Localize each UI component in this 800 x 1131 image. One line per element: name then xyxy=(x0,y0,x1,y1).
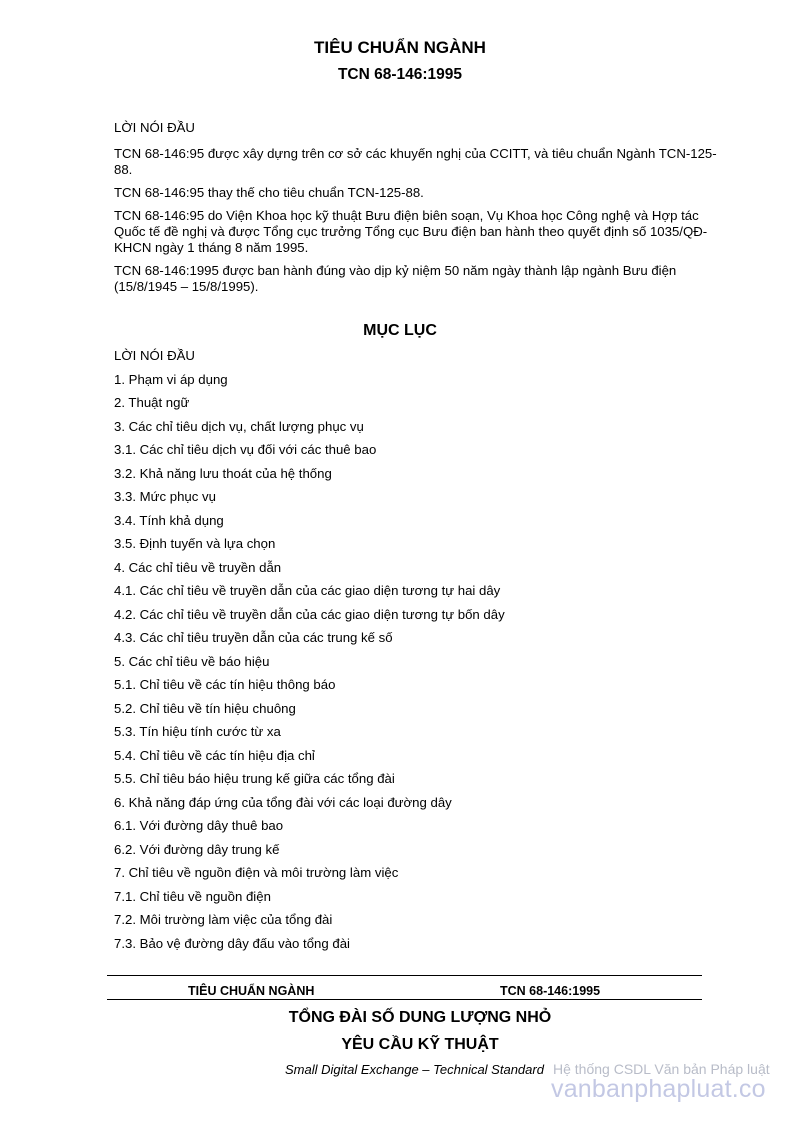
toc-title: MỤC LỤC xyxy=(363,322,437,339)
toc-item[interactable]: LỜI NÓI ĐẦU xyxy=(114,348,195,363)
toc-item[interactable]: 3.2. Khả năng lưu thoát của hệ thống xyxy=(114,465,332,481)
standard-code: TCN 68-146:1995 xyxy=(337,66,463,83)
preface-paragraph: TCN 68-146:95 được xây dựng trên cơ sở các khuyến nghị của CCITT, và tiêu chuẩn Ngành TCN-125-88. xyxy=(114,146,717,177)
toc-item[interactable]: 5.1. Chỉ tiêu về các tín hiệu thông báo xyxy=(114,677,336,692)
toc-item[interactable]: 7.2. Môi trường làm việc của tổng đài xyxy=(114,912,333,927)
toc-item[interactable]: 2. Thuật ngữ xyxy=(114,395,190,410)
toc-item[interactable]: 3. Các chỉ tiêu dịch vụ, chất lượng phục vụ xyxy=(114,418,364,434)
toc-item[interactable]: 3.1. Các chỉ tiêu dịch vụ đối với các thuê bao xyxy=(114,442,377,457)
toc-item[interactable]: 7.3. Bảo vệ đường dây đấu vào tổng đài xyxy=(114,935,350,951)
toc-item[interactable]: 4. Các chỉ tiêu về truyền dẫn xyxy=(114,559,282,575)
toc-item[interactable]: 7.1. Chỉ tiêu về nguồn điện xyxy=(114,888,271,904)
toc-item[interactable]: 4.1. Các chỉ tiêu về truyền dẫn của các giao diện tương tự hai dây xyxy=(114,583,501,598)
table-of-contents xyxy=(114,348,714,959)
watermark-tagline: Hệ thống CSDL Văn bản Pháp luật xyxy=(553,1061,770,1077)
toc-item[interactable]: 5.4. Chỉ tiêu về các tín hiệu địa chỉ xyxy=(114,747,315,763)
divider-bottom xyxy=(107,999,702,1000)
document-subtitle: YÊU CẦU KỸ THUẬT xyxy=(341,1036,499,1053)
toc-item[interactable]: 7. Chỉ tiêu về nguồn điện và môi trường làm việc xyxy=(114,865,399,880)
toc-item[interactable]: 6.2. Với đường dây trung kế xyxy=(114,841,280,857)
running-header-right: TCN 68-146:1995 xyxy=(500,984,601,998)
toc-item[interactable]: 3.3. Mức phục vụ xyxy=(114,489,216,504)
toc-item[interactable]: 4.3. Các chỉ tiêu truyền dẫn của các trung kế số xyxy=(114,630,393,645)
document-title: TỔNG ĐÀI SỐ DUNG LƯỢNG NHỎ xyxy=(288,1009,552,1026)
toc-item[interactable]: 5.3. Tín hiệu tính cước từ xa xyxy=(114,724,281,739)
preface-paragraph: TCN 68-146:95 do Viện Khoa học kỹ thuật Bưu điện biên soạn, Vụ Khoa học Công nghệ và Hợp tác Quốc tế đề nghị và được Tổng cục trưởng Tổng cục Bưu điện ban hành theo quyết định số 1035/QĐ-KHCN ngày 1 tháng 8 năm 1995. xyxy=(114,208,708,255)
toc-item[interactable]: 5.2. Chỉ tiêu về tín hiệu chuông xyxy=(114,700,296,716)
preface-section xyxy=(114,120,724,302)
toc-item[interactable]: 3.4. Tính khả dụng xyxy=(114,512,224,528)
toc-item[interactable]: 4.2. Các chỉ tiêu về truyền dẫn của các giao diện tương tự bốn dây xyxy=(114,606,505,622)
toc-item[interactable]: 6.1. Với đường dây thuê bao xyxy=(114,818,284,833)
toc-item[interactable]: 1. Phạm vi áp dụng xyxy=(114,371,228,387)
english-title: Small Digital Exchange – Technical Standard xyxy=(285,1062,544,1077)
page-title: TIÊU CHUẨN NGÀNH xyxy=(314,38,486,57)
running-header-left: TIÊU CHUẨN NGÀNH xyxy=(188,984,315,998)
toc-item[interactable]: 5. Các chỉ tiêu về báo hiệu xyxy=(114,653,270,669)
preface-heading: LỜI NÓI ĐẦU xyxy=(114,120,195,135)
preface-paragraph: TCN 68-146:1995 được ban hành đúng vào dịp kỷ niệm 50 năm ngày thành lập ngành Bưu điện (15/8/1945 – 15/8/1995). xyxy=(114,263,677,294)
toc-item[interactable]: 6. Khả năng đáp ứng của tổng đài với các loại đường dây xyxy=(114,794,452,810)
preface-paragraph: TCN 68-146:95 thay thế cho tiêu chuẩn TCN-125-88. xyxy=(114,185,424,200)
toc-item[interactable]: 5.5. Chỉ tiêu báo hiệu trung kế giữa các tổng đài xyxy=(114,771,395,786)
toc-item[interactable]: 3.5. Định tuyến và lựa chọn xyxy=(114,536,276,551)
divider-top xyxy=(107,975,702,976)
watermark-site[interactable]: vanbanphapluat.co xyxy=(551,1075,766,1103)
